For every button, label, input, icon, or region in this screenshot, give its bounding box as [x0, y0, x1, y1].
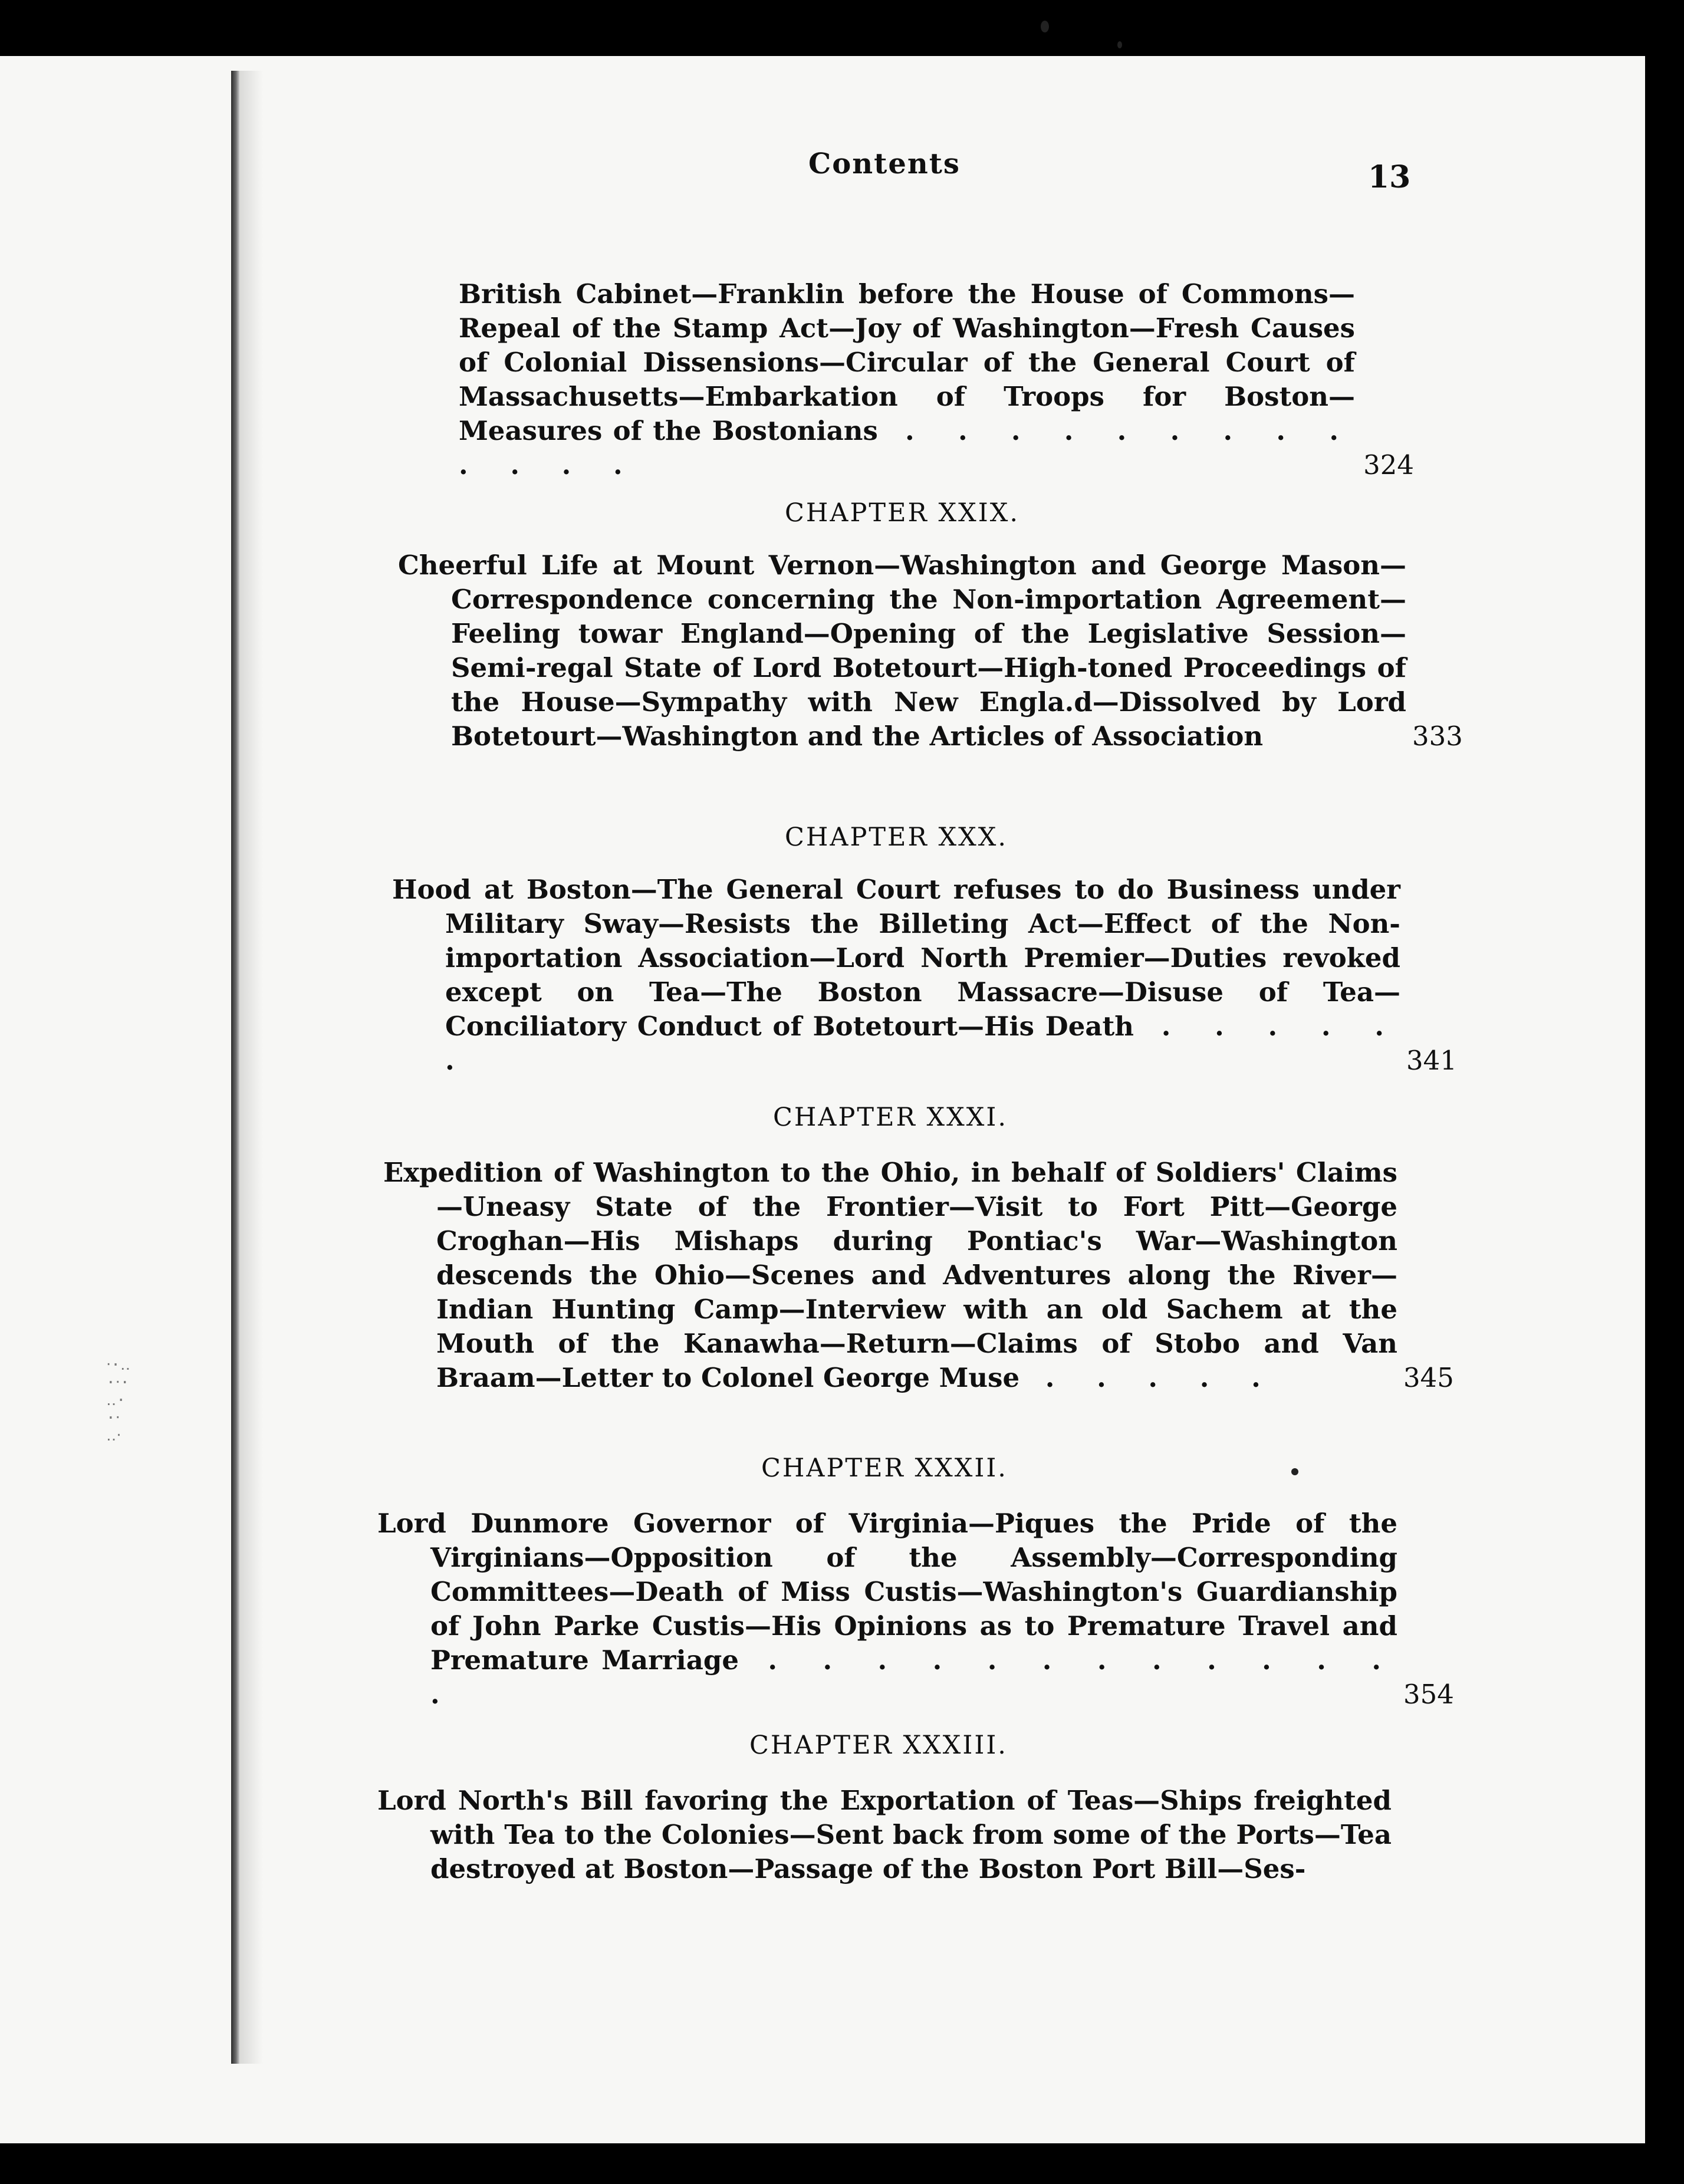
- ink-speck: [1041, 21, 1049, 32]
- toc-entry-ch33: [377, 1784, 1392, 1886]
- chapter-heading: CHAPTER XXXIII.: [749, 1731, 1008, 1760]
- dot-leader: . . . . . .: [445, 1011, 1400, 1076]
- chapter-heading: CHAPTER XXX.: [784, 823, 1008, 852]
- running-head: Contents: [808, 147, 961, 180]
- toc-entry-text: Lord Dunmore Governor of Virginia—Piques the Pride of the Virginians—Opposition of the Assembly—Corresponding Committees—Death of Miss Custis—Washington's Guardianship of John Parke Custis—His Opinions as to Premature Travel and Premature Marriage: [377, 1508, 1397, 1676]
- page-number: 13: [1368, 159, 1411, 195]
- chapter-heading: CHAPTER XXXII.: [761, 1453, 1008, 1483]
- toc-entry-text: British Cabinet—Franklin before the House of Commons—Repeal of the Stamp Act—Joy of Washington—Fresh Causes of Colonial Dissensions—Circular of the General Court of Massachusetts—Embarkation of Troops for Boston—Measures of the Bostonians: [459, 278, 1355, 446]
- chapter-heading: CHAPTER XXXI.: [773, 1103, 1008, 1132]
- toc-entry-text: Cheerful Life at Mount Vernon—Washington and George Mason—Correspondence concerning the Non-importation Agreement—Feeling towar England—Opening of the Legislative Session—Semi-regal State of Lord Botetourt—High-toned Proceedings of the House—Sympathy with New Engla.d—Dissolved by Lord Botetourt—Washington and the Articles of Association: [398, 550, 1406, 752]
- toc-entry-ch29: Cheerful Life at Mount Vernon—Washington and George Mason—Correspondence concerning the Non-importation Agreement—Feeling towar England—Opening of the Legislative Session—Semi-regal State of Lord Botetourt—High-toned Proceedings of the House—Sympathy with New Engla.d—Dissolved by Lord Botetourt—Washington and the Articles of Association 333: [398, 550, 1463, 752]
- dot-leader: . . . . .: [1019, 1362, 1277, 1393]
- dot-leader: . . . . . . . . . . . . .: [459, 415, 1355, 481]
- toc-entry-ch28-cont: [459, 277, 1414, 482]
- toc-entry-text: Lord North's Bill favoring the Exportation of Teas—Ships freighted with Tea to the Colonies—Sent back from some of the Ports—Tea destroyed at Boston—Passage of the Boston Port Bill—Ses-: [377, 1785, 1392, 1884]
- toc-entry-ch32: Lord Dunmore Governor of Virginia—Piques the Pride of the Virginians—Opposition of the Assembly—Corresponding Committees—Death of Miss Custis—Washington's Guardianship of John Parke Custis—His Opinions as to Premature Travel and Premature Marriage . . . . . . . . . . . . . 354: [377, 1508, 1454, 1710]
- toc-entry-ch30: Hood at Boston—The General Court refuses to do Business under Military Sway—Resists the Billeting Act—Effect of the Non-importation Association—Lord North Premier—Duties revoked except on Tea—The Boston Massacre—Disuse of Tea—Conciliatory Conduct of Botetourt—His Death . . . . . . 341: [392, 874, 1457, 1076]
- toc-entry-text: Expedition of Washington to the Ohio, in behalf of Soldiers' Claims—Uneasy State of the Frontier—Visit to Fort Pitt—George Croghan—His Mishaps during Pontiac's War—Washington descends the Ohio—Scenes and Adventures along the River—Indian Hunting Camp—Interview with an old Sachem at the Mouth of the Kanawha—Return—Claims of Stobo and Van Braam—Letter to Colonel George Muse: [383, 1157, 1397, 1393]
- ink-speck: [1291, 1468, 1298, 1475]
- ink-speck: [1117, 41, 1122, 48]
- toc-entry-ch31: Expedition of Washington to the Ohio, in behalf of Soldiers' Claims—Uneasy State of the Frontier—Visit to Fort Pitt—George Croghan—His Mishaps during Pontiac's War—Washington descends the Ohio—Scenes and Adventures along the River—Indian Hunting Camp—Interview with an old Sachem at the Mouth of the Kanawha—Return—Claims of Stobo and Van Braam—Letter to Colonel George Muse . . . . . 345: [383, 1157, 1454, 1393]
- chapter-heading: CHAPTER XXIX.: [785, 498, 1019, 528]
- toc-page-ref: 324: [1363, 449, 1414, 481]
- dot-leader: . . . . . . . . . . . . .: [430, 1644, 1397, 1710]
- margin-scribble: ‧·‥ ·‧· ‥· ·‧ ‥‧: [106, 1356, 131, 1445]
- toc-entry-text: Hood at Boston—The General Court refuses to do Business under Military Sway—Resists the Billeting Act—Effect of the Non-importation Association—Lord North Premier—Duties revoked except on Tea—The Boston Massacre—Disuse of Tea—Conciliatory Conduct of Botetourt—His Death: [392, 874, 1400, 1042]
